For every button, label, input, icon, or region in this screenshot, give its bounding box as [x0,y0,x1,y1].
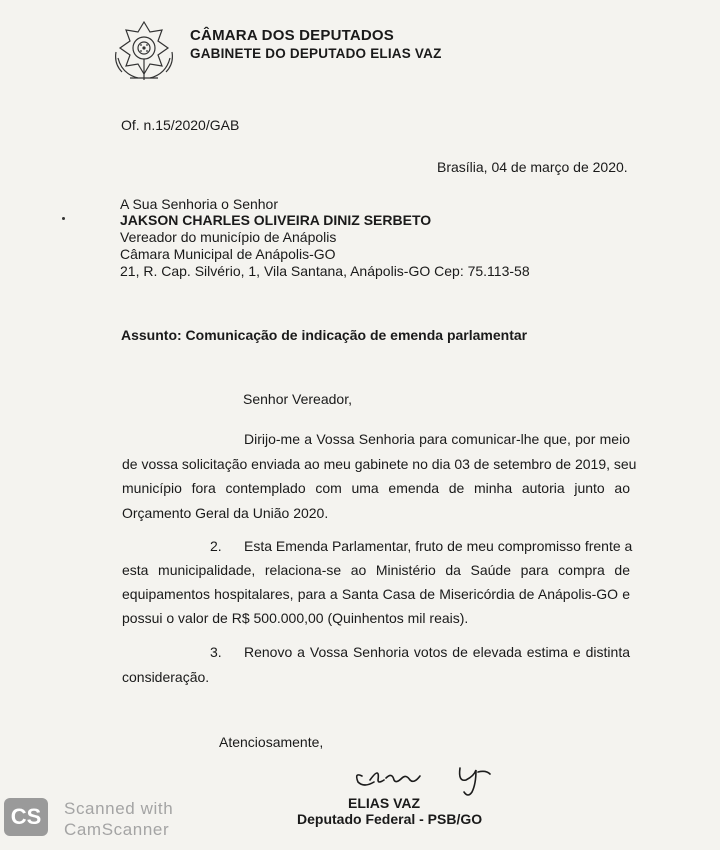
coat-of-arms-icon [108,18,180,84]
recipient-salutation: A Sua Senhoria o Senhor [120,196,279,212]
recipient-address: 21, R. Cap. Silvério, 1, Vila Santana, Anápolis-GO Cep: 75.113-58 [120,263,530,279]
recipient-name: JAKSON CHARLES OLIVEIRA DINIZ SERBETO [120,212,432,228]
closing: Atenciosamente, [219,734,324,750]
paragraph-1-line: de vossa solicitação enviada ao meu gabinete no dia 03 de setembro de 2019, seu [122,456,637,472]
paragraph-3-line: consideração. [122,669,210,685]
greeting: Senhor Vereador, [243,391,352,407]
office-heading: GABINETE DO DEPUTADO ELIAS VAZ [190,46,442,61]
camscanner-logo-icon: CS [4,798,48,836]
paragraph-1-line: município fora contemplado com uma emenda de minha autoria junto ao [122,480,630,496]
watermark-line-2: CamScanner [64,820,170,839]
recipient-role: Vereador do município de Anápolis [120,229,337,245]
institution-heading: CÂMARA DOS DEPUTADOS [190,27,395,44]
reference-number: Of. n.15/2020/GAB [121,117,240,133]
paragraph-2-line: esta municipalidade, relaciona-se ao Ministério da Saúde para compra de [122,562,630,578]
paragraph-2-line: Esta Emenda Parlamentar, fruto de meu compromisso frente a [244,538,633,554]
paragraph-1-line: Orçamento Geral da União 2020. [122,505,329,521]
watermark-line-1: Scanned with [64,799,174,818]
paragraph-3-line: Renovo a Vossa Senhoria votos de elevada estima e distinta [244,644,630,660]
signer-name: ELIAS VAZ [348,795,421,811]
handwritten-signature [340,758,510,800]
subject-line: Assunto: Comunicação de indicação de emenda parlamentar [121,327,528,343]
paragraph-2-line: equipamentos hospitalares, para a Santa Casa de Misericórdia de Anápolis-GO e [122,586,630,602]
recipient-institution: Câmara Municipal de Anápolis-GO [120,246,336,262]
paragraph-2-line: possui o valor de R$ 500.000,00 (Quinhentos mil reais). [122,610,469,626]
paragraph-1-line: Dirijo-me a Vossa Senhoria para comunicar-lhe que, por meio [244,431,630,447]
signer-title: Deputado Federal - PSB/GO [297,811,483,827]
scan-speck [62,217,65,220]
paragraph-3-number: 3. [210,644,222,660]
place-date: Brasília, 04 de março de 2020. [437,159,628,175]
paragraph-2-number: 2. [210,538,222,554]
